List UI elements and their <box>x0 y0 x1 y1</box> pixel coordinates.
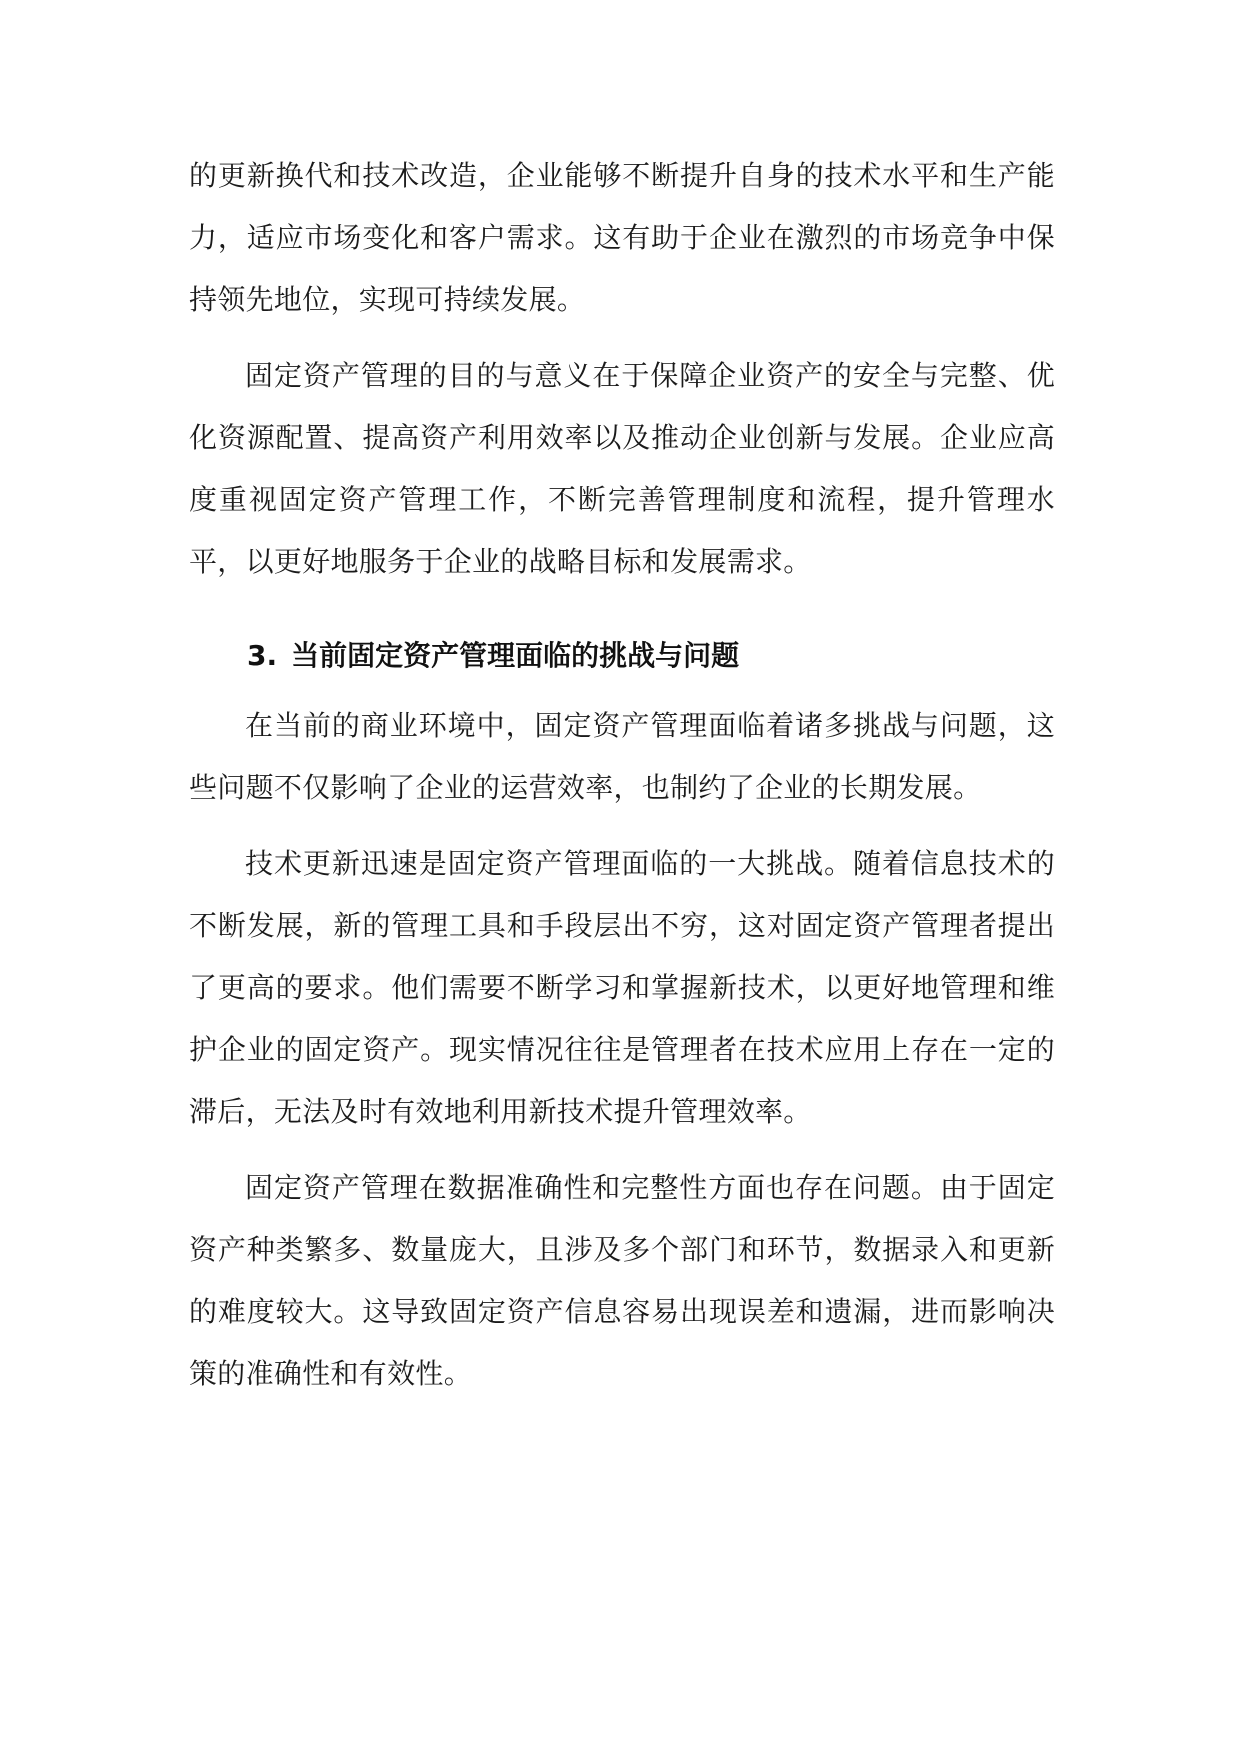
section-number: 3. <box>247 639 278 672</box>
paragraph-data-accuracy: 固定资产管理在数据准确性和完整性方面也存在问题。由于固定资产种类繁多、数量庞大，且涉及多个部门和环节，数据录入和更新的难度较大。这导致固定资产信息容易出现误差和遗漏，进而影响决策的准确性和有效性。 <box>189 1171 1055 1390</box>
document-body <box>189 145 1055 1419</box>
paragraph-tech-update: 技术更新迅速是固定资产管理面临的一大挑战。随着信息技术的不断发展，新的管理工具和手段层出不穷，这对固定资产管理者提出了更高的要求。他们需要不断学习和掌握新技术，以更好地管理和维护企业的固定资产。现实情况往往是管理者在技术应用上存在一定的滞后，无法及时有效地利用新技术提升管理效率。 <box>189 847 1055 1128</box>
paragraph-purpose-significance: 固定资产管理的目的与意义在于保障企业资产的安全与完整、优化资源配置、提高资产利用效率以及推动企业创新与发展。企业应高度重视固定资产管理工作，不断完善管理制度和流程，提升管理水平，以更好地服务于企业的战略目标和发展需求。 <box>189 359 1055 578</box>
paragraph-intro: 在当前的商业环境中，固定资产管理面临着诸多挑战与问题，这些问题不仅影响了企业的运营效率，也制约了企业的长期发展。 <box>189 709 1055 804</box>
section-heading <box>189 625 1055 687</box>
section-title: 当前固定资产管理面临的挑战与问题 <box>291 639 740 672</box>
paragraph-continued: 的更新换代和技术改造，企业能够不断提升自身的技术水平和生产能力，适应市场变化和客户需求。这有助于企业在激烈的市场竞争中保持领先地位，实现可持续发展。 <box>189 159 1055 316</box>
